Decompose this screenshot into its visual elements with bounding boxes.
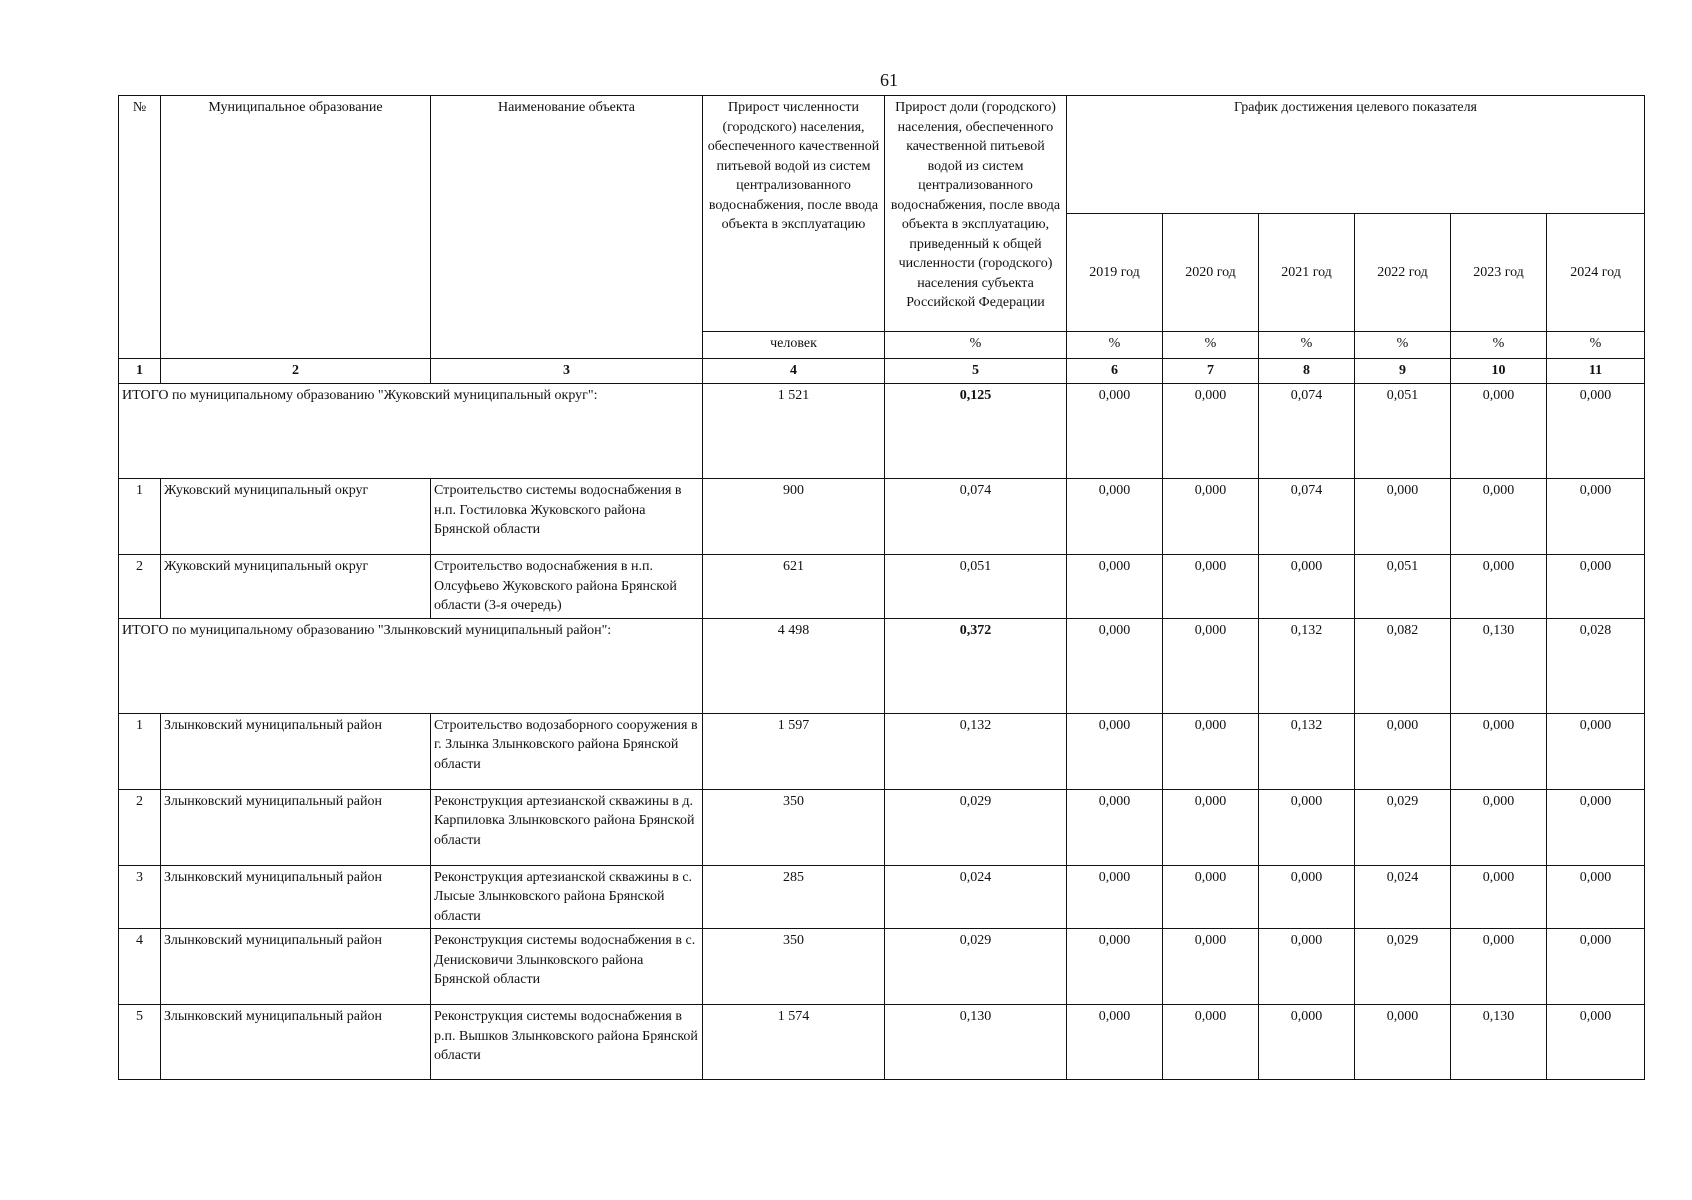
col-number: 2 xyxy=(161,359,431,384)
header-municipality: Муниципальное образование xyxy=(161,96,431,359)
row-object-name: Строительство системы водоснабжения в н.п. Гостиловка Жуковского района Брянской области xyxy=(431,479,703,555)
row-year-value: 0,000 xyxy=(1451,865,1547,929)
row-share: 0,024 xyxy=(885,865,1067,929)
row-object-name: Реконструкция системы водоснабжения в с. Денисковичи Злынковского района Брянской области xyxy=(431,929,703,1005)
row-people: 621 xyxy=(703,555,885,619)
header-growth-share: Прирост доли (городского) населения, обеспеченного качественной питьевой водой из систем централизованного водоснабжения, после ввода объекта в эксплуатацию, приведенный к общей численности (городского) населения субъекта Российской Федерации xyxy=(885,96,1067,332)
row-year-value: 0,000 xyxy=(1259,865,1355,929)
row-number: 2 xyxy=(119,789,161,865)
row-year-value: 0,000 xyxy=(1067,479,1163,555)
total-year-value: 0,074 xyxy=(1259,384,1355,479)
total-year-value: 0,000 xyxy=(1451,384,1547,479)
unit-2019: % xyxy=(1067,332,1163,359)
row-year-value: 0,051 xyxy=(1355,555,1451,619)
total-people: 1 521 xyxy=(703,384,885,479)
row-year-value: 0,000 xyxy=(1451,555,1547,619)
row-object-name: Реконструкция системы водоснабжения в р.п. Вышков Злынковского района Брянской области xyxy=(431,1005,703,1080)
row-year-value: 0,000 xyxy=(1163,1005,1259,1080)
unit-people: человек xyxy=(703,332,885,359)
row-year-value: 0,000 xyxy=(1451,929,1547,1005)
total-year-value: 0,000 xyxy=(1067,618,1163,713)
row-year-value: 0,130 xyxy=(1451,1005,1547,1080)
year-2021: 2021 год xyxy=(1259,214,1355,332)
row-people: 285 xyxy=(703,865,885,929)
row-year-value: 0,000 xyxy=(1259,1005,1355,1080)
row-year-value: 0,000 xyxy=(1163,555,1259,619)
table-row xyxy=(119,1005,1645,1080)
row-year-value: 0,000 xyxy=(1355,713,1451,789)
row-year-value: 0,029 xyxy=(1355,789,1451,865)
row-number: 2 xyxy=(119,555,161,619)
col-number: 1 xyxy=(119,359,161,384)
row-year-value: 0,000 xyxy=(1547,789,1645,865)
row-number: 5 xyxy=(119,1005,161,1080)
row-year-value: 0,000 xyxy=(1259,555,1355,619)
row-people: 1 597 xyxy=(703,713,885,789)
unit-2021: % xyxy=(1259,332,1355,359)
unit-2022: % xyxy=(1355,332,1451,359)
total-year-value: 0,082 xyxy=(1355,618,1451,713)
row-year-value: 0,000 xyxy=(1547,479,1645,555)
row-year-value: 0,000 xyxy=(1067,929,1163,1005)
table-row xyxy=(119,713,1645,789)
row-year-value: 0,000 xyxy=(1547,555,1645,619)
row-share: 0,074 xyxy=(885,479,1067,555)
row-year-value: 0,000 xyxy=(1259,929,1355,1005)
header-schedule: График достижения целевого показателя xyxy=(1067,96,1645,214)
row-year-value: 0,000 xyxy=(1547,865,1645,929)
row-year-value: 0,000 xyxy=(1067,789,1163,865)
total-year-value: 0,132 xyxy=(1259,618,1355,713)
total-people: 4 498 xyxy=(703,618,885,713)
col-number: 7 xyxy=(1163,359,1259,384)
table-row xyxy=(119,789,1645,865)
row-year-value: 0,000 xyxy=(1355,1005,1451,1080)
row-object-name: Строительство водоснабжения в н.п. Олсуфьево Жуковского района Брянской области (3-я очередь) xyxy=(431,555,703,619)
header-growth-people: Прирост численности (городского) населения, обеспеченного качественной питьевой водой из систем централизованного водоснабжения, после ввода объекта в эксплуатацию xyxy=(703,96,885,332)
row-number: 1 xyxy=(119,713,161,789)
row-year-value: 0,074 xyxy=(1259,479,1355,555)
group-total-row xyxy=(119,384,1645,479)
row-year-value: 0,000 xyxy=(1547,1005,1645,1080)
row-municipality: Жуковский муниципальный округ xyxy=(161,479,431,555)
row-people: 350 xyxy=(703,929,885,1005)
page-number: 61 xyxy=(880,70,898,90)
year-2023: 2023 год xyxy=(1451,214,1547,332)
header-object: Наименование объекта xyxy=(431,96,703,359)
row-year-value: 0,029 xyxy=(1355,929,1451,1005)
row-year-value: 0,132 xyxy=(1259,713,1355,789)
group-total-label: ИТОГО по муниципальному образованию "Злынковский муниципальный район": xyxy=(119,618,703,713)
group-total-label: ИТОГО по муниципальному образованию "Жуковский муниципальный округ": xyxy=(119,384,703,479)
col-number: 8 xyxy=(1259,359,1355,384)
total-share: 0,125 xyxy=(885,384,1067,479)
col-number: 5 xyxy=(885,359,1067,384)
year-2024: 2024 год xyxy=(1547,214,1645,332)
row-year-value: 0,000 xyxy=(1547,929,1645,1005)
row-year-value: 0,000 xyxy=(1163,789,1259,865)
row-share: 0,029 xyxy=(885,929,1067,1005)
row-share: 0,130 xyxy=(885,1005,1067,1080)
target-indicator-table xyxy=(118,95,1645,1080)
row-people: 900 xyxy=(703,479,885,555)
row-object-name: Реконструкция артезианской скважины в д. Карпиловка Злынковского района Брянской области xyxy=(431,789,703,865)
total-year-value: 0,000 xyxy=(1163,384,1259,479)
row-share: 0,132 xyxy=(885,713,1067,789)
row-share: 0,051 xyxy=(885,555,1067,619)
row-municipality: Злынковский муниципальный район xyxy=(161,865,431,929)
header-no: № xyxy=(119,96,161,359)
unit-2024: % xyxy=(1547,332,1645,359)
row-year-value: 0,024 xyxy=(1355,865,1451,929)
unit-share: % xyxy=(885,332,1067,359)
col-number: 11 xyxy=(1547,359,1645,384)
table-row xyxy=(119,555,1645,619)
table-row xyxy=(119,479,1645,555)
row-year-value: 0,000 xyxy=(1163,865,1259,929)
row-municipality: Злынковский муниципальный район xyxy=(161,1005,431,1080)
row-municipality: Злынковский муниципальный район xyxy=(161,789,431,865)
total-year-value: 0,130 xyxy=(1451,618,1547,713)
row-number: 3 xyxy=(119,865,161,929)
row-year-value: 0,000 xyxy=(1163,713,1259,789)
total-year-value: 0,028 xyxy=(1547,618,1645,713)
column-numbers-row xyxy=(119,359,1645,384)
col-number: 9 xyxy=(1355,359,1451,384)
year-2020: 2020 год xyxy=(1163,214,1259,332)
row-year-value: 0,000 xyxy=(1451,479,1547,555)
total-share: 0,372 xyxy=(885,618,1067,713)
total-year-value: 0,000 xyxy=(1163,618,1259,713)
unit-2020: % xyxy=(1163,332,1259,359)
row-year-value: 0,000 xyxy=(1355,479,1451,555)
col-number: 10 xyxy=(1451,359,1547,384)
year-2019: 2019 год xyxy=(1067,214,1163,332)
row-people: 1 574 xyxy=(703,1005,885,1080)
row-year-value: 0,000 xyxy=(1451,713,1547,789)
row-year-value: 0,000 xyxy=(1451,789,1547,865)
row-municipality: Злынковский муниципальный район xyxy=(161,929,431,1005)
row-year-value: 0,000 xyxy=(1547,713,1645,789)
group-total-row xyxy=(119,618,1645,713)
table-row xyxy=(119,929,1645,1005)
row-year-value: 0,000 xyxy=(1163,479,1259,555)
row-year-value: 0,000 xyxy=(1067,865,1163,929)
row-year-value: 0,000 xyxy=(1163,929,1259,1005)
col-number: 6 xyxy=(1067,359,1163,384)
col-number: 3 xyxy=(431,359,703,384)
col-number: 4 xyxy=(703,359,885,384)
row-municipality: Злынковский муниципальный район xyxy=(161,713,431,789)
unit-2023: % xyxy=(1451,332,1547,359)
total-year-value: 0,051 xyxy=(1355,384,1451,479)
row-year-value: 0,000 xyxy=(1067,1005,1163,1080)
row-number: 4 xyxy=(119,929,161,1005)
row-municipality: Жуковский муниципальный округ xyxy=(161,555,431,619)
total-year-value: 0,000 xyxy=(1547,384,1645,479)
header-row xyxy=(119,96,1645,214)
row-object-name: Реконструкция артезианской скважины в с. Лысые Злынковского района Брянской области xyxy=(431,865,703,929)
row-year-value: 0,000 xyxy=(1067,555,1163,619)
table-row xyxy=(119,865,1645,929)
row-number: 1 xyxy=(119,479,161,555)
row-object-name: Строительство водозаборного сооружения в г. Злынка Злынковского района Брянской области xyxy=(431,713,703,789)
row-people: 350 xyxy=(703,789,885,865)
row-year-value: 0,000 xyxy=(1259,789,1355,865)
row-year-value: 0,000 xyxy=(1067,713,1163,789)
row-share: 0,029 xyxy=(885,789,1067,865)
year-2022: 2022 год xyxy=(1355,214,1451,332)
total-year-value: 0,000 xyxy=(1067,384,1163,479)
